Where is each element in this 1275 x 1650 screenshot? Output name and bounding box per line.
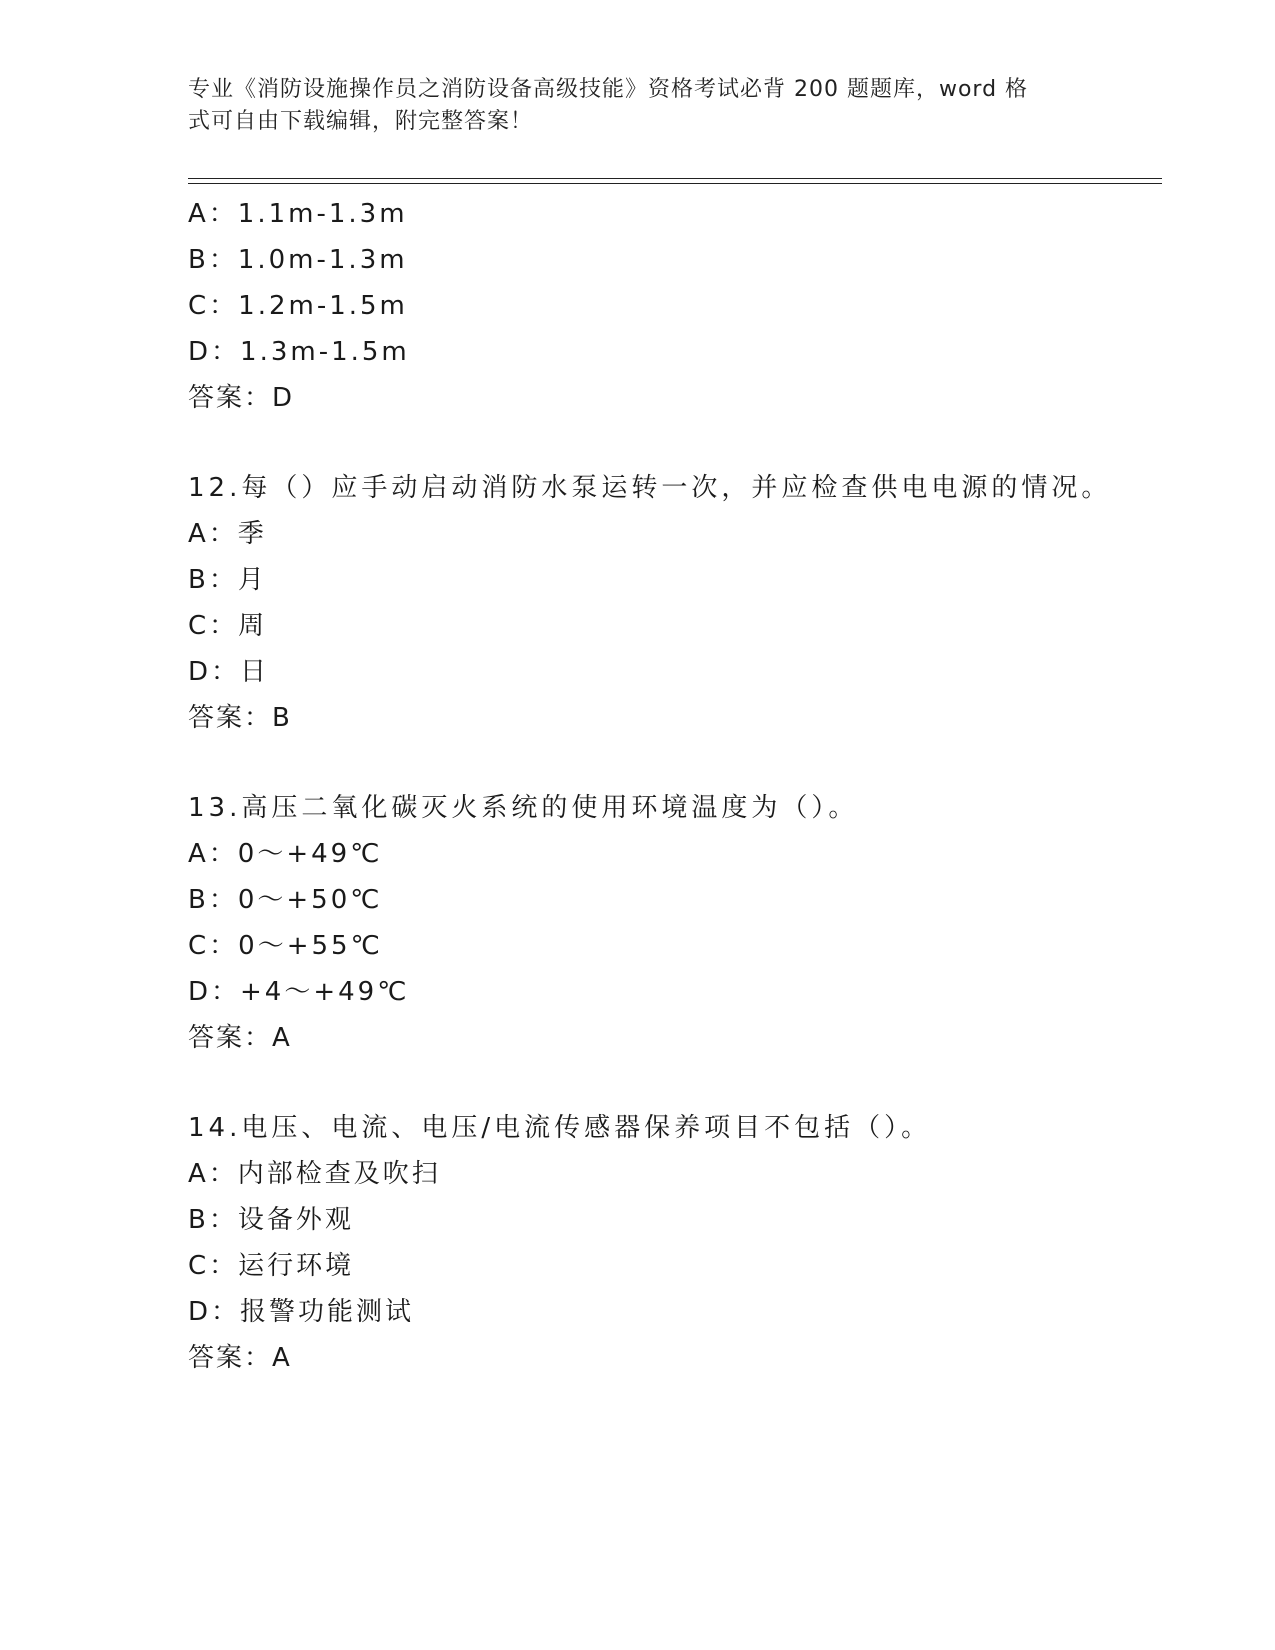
option-d: D：报警功能测试 <box>188 1297 415 1327</box>
question-list <box>188 191 1162 1381</box>
header-line-1: 专业《消防设施操作员之消防设备高级技能》资格考试必背 200 题题库，word 格 <box>188 77 1029 102</box>
question-title: 12.每（）应手动启动消防水泵运转一次，并应检查供电电源的情况。 <box>188 473 1112 503</box>
spacer <box>188 741 1162 785</box>
answer-line: 答案：A <box>188 1343 292 1373</box>
header-line-2: 式可自由下载编辑，附完整答案！ <box>188 109 534 134</box>
option-b: B：设备外观 <box>188 1205 354 1235</box>
option-c: C：运行环境 <box>188 1251 355 1281</box>
answer-line: 答案：A <box>188 1023 292 1053</box>
spacer <box>188 1061 1162 1105</box>
option-a: A：内部检查及吹扫 <box>188 1159 441 1189</box>
option-d: D：日 <box>188 657 270 687</box>
option-a: A：1.1m-1.3m <box>188 199 408 229</box>
question-title: 14.电压、电流、电压/电流传感器保养项目不包括（）。 <box>188 1113 932 1143</box>
question-14 <box>188 1105 1162 1381</box>
option-d: D：1.3m-1.5m <box>188 337 410 367</box>
header-divider-bottom <box>188 183 1162 184</box>
option-a: A：0～+49℃ <box>188 839 383 869</box>
question-13 <box>188 785 1162 1061</box>
header-divider-top <box>188 178 1162 179</box>
option-a: A：季 <box>188 519 267 549</box>
document-header <box>188 74 1068 138</box>
answer-line: 答案：D <box>188 383 295 413</box>
option-b: B：0～+50℃ <box>188 885 383 915</box>
question-title: 13.高压二氧化碳灭火系统的使用环境温度为（）。 <box>188 793 859 823</box>
option-c: C：0～+55℃ <box>188 931 383 961</box>
option-c: C：1.2m-1.5m <box>188 291 408 321</box>
option-b: B：1.0m-1.3m <box>188 245 408 275</box>
option-c: C：周 <box>188 611 268 641</box>
option-d: D：+4～+49℃ <box>188 977 410 1007</box>
question-12 <box>188 465 1162 741</box>
question-11-continued <box>188 191 1162 421</box>
spacer <box>188 421 1162 465</box>
answer-line: 答案：B <box>188 703 292 733</box>
option-b: B：月 <box>188 565 267 595</box>
